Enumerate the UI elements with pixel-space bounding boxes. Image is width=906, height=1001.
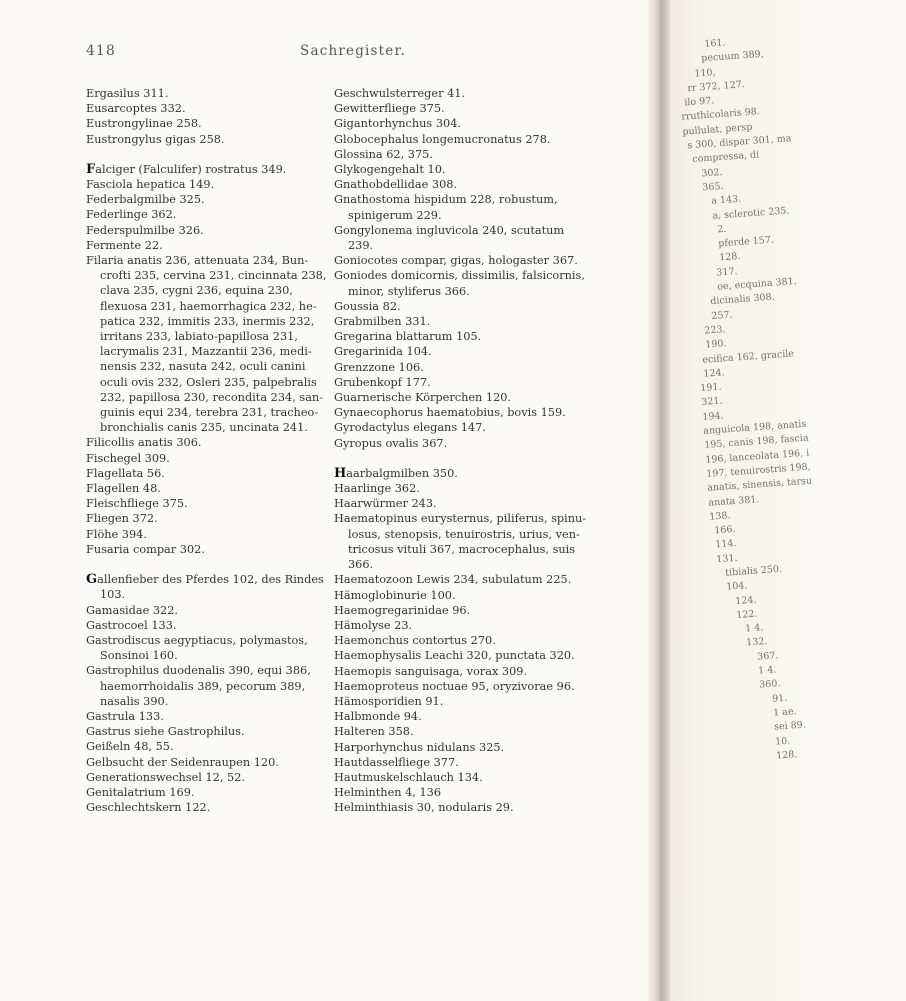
- index-entry: Federbalgmilbe 325.: [86, 193, 205, 207]
- bleed-line: pferde 157.: [717, 234, 775, 250]
- index-entry: Genitalatrium 169.: [86, 785, 195, 799]
- bleed-line: 124.: [702, 367, 725, 380]
- index-entry: Haematopinus eurysternus, piliferus, spinu-losus, stenopsis, tenuirostris, urius, ven-tricosus vituli 367, macrocephalus, suis 366.: [334, 512, 587, 572]
- index-entry-text: aarbalgmilben 350.: [346, 466, 458, 480]
- index-entry: Gastrus siehe Gastrophilus.: [86, 725, 245, 739]
- bleed-line: pecuum 389,: [701, 49, 765, 65]
- index-entry: Hautmuskelschlauch 134.: [334, 770, 483, 784]
- bleed-line: ecifica 162, gracile: [701, 347, 795, 366]
- index-entry: Gewitterfliege 375.: [334, 102, 445, 116]
- book-gutter: [648, 0, 670, 1001]
- page-number: 418: [86, 43, 116, 59]
- index-entry: Flagellata 56.: [86, 466, 165, 480]
- index-entry: Filicollis anatis 306.: [86, 436, 202, 450]
- index-entry: Goniocotes compar, gigas, hologaster 367.: [334, 254, 578, 268]
- index-entry: Federspulmilbe 326.: [86, 223, 204, 237]
- index-entry: Gigantorhynchus 304.: [334, 117, 461, 131]
- index-entry: Haemophysalis Leachi 320, punctata 320.: [334, 649, 575, 663]
- index-entry: Eustrongylus gigas 258.: [86, 132, 225, 146]
- index-entry: Hämosporidien 91.: [334, 694, 444, 708]
- index-entry: Glossina 62, 375.: [334, 147, 433, 161]
- bleed-line: 197, tenuirostris 198,: [705, 461, 811, 480]
- index-entry: Grabmilben 331.: [334, 315, 431, 329]
- bleed-line: 10.: [774, 735, 791, 748]
- index-entry: Fischegel 309.: [86, 451, 170, 465]
- index-entry: Gongylonema ingluvicola 240, scutatum 239.: [334, 223, 565, 253]
- index-entry: Gastrocoel 133.: [86, 618, 177, 632]
- index-entry: Halbmonde 94.: [334, 710, 422, 724]
- bleed-line: 91.: [771, 692, 788, 705]
- index-entry: Haarwürmer 243.: [334, 497, 437, 511]
- bleed-line: dicinalis 308.: [709, 291, 775, 308]
- index-entry-text: alciger (Falculifer) rostratus 349.: [95, 162, 287, 176]
- bleed-line: 196, lanceolata 196, i: [704, 447, 810, 466]
- index-entry: Flöhe 394.: [86, 527, 147, 541]
- index-entry: Haemoproteus noctuae 95, oryzivorae 96.: [334, 679, 575, 693]
- bleed-line: 367.: [756, 649, 779, 663]
- bleed-line: 195, canis 198, fascia: [703, 432, 809, 452]
- bleed-line: pullulat, persp: [682, 121, 753, 138]
- bleed-line: 110,: [694, 66, 716, 80]
- index-entry: Ergasilus 311.: [86, 87, 169, 100]
- index-entry: Goussia 82.: [334, 299, 401, 313]
- bleed-line: oe, ecquina 381.: [716, 276, 798, 293]
- index-entry: Geschwulsterreger 41.: [334, 87, 466, 100]
- bleed-line: 122.: [735, 608, 758, 621]
- bleed-line: sei 89.: [773, 719, 807, 733]
- bleed-line: anata 381.: [707, 493, 760, 509]
- index-entry: Haemopis sanguisaga, vorax 309.: [334, 664, 528, 678]
- index-entry: Gelbsucht der Seidenraupen 120.: [86, 755, 279, 769]
- bleed-line: 1 4.: [757, 664, 777, 677]
- bleed-line: 1 4.: [744, 622, 764, 635]
- bleed-line: anatis, sinensis, tarsu: [706, 475, 813, 494]
- index-entry: Gynaecophorus haematobius, bovis 159.: [334, 406, 566, 420]
- index-entry: Federlinge 362.: [86, 208, 177, 222]
- index-entry: Halteren 358.: [334, 725, 414, 739]
- bleed-line: rr 372, 127.: [687, 79, 746, 95]
- index-entry: Geißeln 48, 55.: [86, 740, 174, 754]
- index-entry: Geschlechtskern 122.: [86, 801, 211, 815]
- bleed-line: 2.: [716, 223, 727, 236]
- index-entry: Hautdasselfliege 377.: [334, 755, 459, 769]
- index-entry: Fusaria compar 302.: [86, 542, 205, 556]
- index-entry: Gregarina blattarum 105.: [334, 330, 482, 344]
- index-entry: Gyropus ovalis 367.: [334, 436, 448, 450]
- bleed-line: anguicola 198, anatis: [702, 418, 807, 437]
- bleed-line: 223.: [703, 324, 726, 337]
- index-entry: Filaria anatis 236, attenuata 234, Bun-crofti 235, cervina 231, cincinnata 238, clava 235, cygni 236, equina 230, flexuosa 231, haemorrhagica 232, he-patica 232, immitis 233, inermis 232, irritans 233, labiato-papillosa 231, lacrymalis 231, Mazzantii 236, medi-nensis 232, nasuta 242, oculi canini oculi ovis 232, Osleri 235, palpebralis 232, papillosa 230, recondita 234, san-guinis equi 234, terebra 231, tracheo-bronchialis canis 235, uncinata 241.: [86, 254, 327, 435]
- bleed-line: 132.: [745, 636, 768, 649]
- bleed-line: 257.: [710, 309, 733, 322]
- index-entry: Fasciola hepatica 149.: [86, 178, 215, 192]
- index-entry: Haemogregarinidae 96.: [334, 603, 471, 617]
- bleed-line: a 143.: [710, 193, 742, 208]
- index-entry: Guarnerische Körperchen 120.: [334, 391, 512, 405]
- section-initial-letter: F: [86, 161, 96, 177]
- section-gap: [334, 451, 589, 466]
- index-entry: Glykogengehalt 10.: [334, 163, 446, 177]
- index-entry: [86, 572, 336, 602]
- running-header: Sachregister.: [300, 43, 407, 59]
- bleed-line: 161.: [703, 37, 726, 50]
- bleed-line: 131.: [715, 552, 738, 565]
- bleed-line: 138.: [708, 510, 731, 523]
- index-entry: Globocephalus longemucronatus 278.: [334, 132, 551, 146]
- bleed-line: a, sclerotic 235.: [711, 204, 790, 222]
- index-entry: Hämolyse 23.: [334, 618, 413, 632]
- index-entry: Gastrodiscus aegyptiacus, polymastos, Sonsinoi 160.: [86, 633, 308, 663]
- bleed-line: 194.: [701, 410, 724, 423]
- section-initial-letter: G: [86, 572, 98, 588]
- index-entry: Gastrophilus duodenalis 390, equi 386, haemorrhoidalis 389, pecorum 389, nasalis 390.: [86, 664, 311, 708]
- index-entry: Gyrodactylus elegans 147.: [334, 421, 486, 435]
- index-entry: Eusarcoptes 332.: [86, 102, 186, 116]
- index-entry: Gastrula 133.: [86, 709, 164, 723]
- index-entry: [86, 162, 336, 177]
- index-entry: Flagellen 48.: [86, 482, 161, 496]
- index-column-right: [334, 86, 589, 816]
- bleed-line: 191.: [700, 381, 722, 395]
- bleed-line: 166.: [713, 524, 736, 537]
- index-entry: Gnathostoma hispidum 228, robustum, spinigerum 229.: [334, 193, 558, 222]
- bleed-line: 365.: [701, 180, 724, 194]
- bleed-line: ilo 97.: [684, 95, 715, 109]
- index-entry: Harporhynchus nidulans 325.: [334, 740, 505, 754]
- index-entry: Helminthiasis 30, nodularis 29.: [334, 801, 514, 815]
- index-entry: Goniodes domicornis, dissimilis, falsicornis, minor, styliferus 366.: [334, 269, 585, 298]
- index-entry: Hämoglobinurie 100.: [334, 588, 456, 602]
- bleed-through-text: [674, 31, 855, 767]
- section-gap: [86, 557, 336, 572]
- bleed-line: 128.: [718, 251, 741, 264]
- bleed-line: 321.: [700, 395, 723, 409]
- index-entry: Haemonchus contortus 270.: [334, 634, 496, 648]
- index-entry: Haarlinge 362.: [334, 482, 420, 496]
- index-entry: Gamasidae 322.: [86, 603, 179, 617]
- index-entry: Helminthen 4, 136: [334, 786, 442, 800]
- bleed-line: 317.: [715, 265, 738, 279]
- index-entry: Fermente 22.: [86, 238, 163, 252]
- index-entry: [334, 466, 589, 481]
- index-entry: Grubenkopf 177.: [334, 375, 431, 389]
- bleed-line: 124.: [734, 594, 757, 607]
- section-gap: [86, 147, 336, 162]
- index-entry: Gnathobdellidae 308.: [334, 178, 458, 192]
- bleed-line: compressa, di: [692, 149, 760, 166]
- index-column-left: [86, 86, 336, 815]
- bleed-line: 114.: [714, 538, 737, 551]
- index-entry: Haematozoon Lewis 234, subulatum 225.: [334, 573, 572, 587]
- bleed-line: 128.: [775, 748, 798, 762]
- bleed-line: 104.: [725, 580, 748, 593]
- index-entry: Grenzzone 106.: [334, 360, 424, 374]
- index-entry: Fliegen 372.: [86, 512, 158, 526]
- bleed-line: 190.: [704, 338, 727, 351]
- index-entry: Gregarinida 104.: [334, 345, 432, 359]
- index-entry: Generationswechsel 12, 52.: [86, 770, 246, 784]
- bleed-line: s 300, dispar 301, ma: [687, 133, 792, 152]
- bleed-line: 302.: [701, 166, 723, 180]
- bleed-line: tibialis 250.: [724, 563, 783, 579]
- bleed-line: 360.: [758, 678, 781, 691]
- index-entry-text: allenfieber des Pferdes 102, des Rindes 103.: [97, 573, 324, 602]
- opposite-page-edge: [670, 0, 813, 1001]
- index-entry: Eustrongylinae 258.: [86, 117, 202, 131]
- index-entry: Fleischfliege 375.: [86, 497, 188, 511]
- bleed-line: rruthicolaris 98.: [681, 106, 761, 124]
- section-initial-letter: H: [334, 465, 347, 481]
- bleed-line: 1 ae.: [772, 706, 797, 719]
